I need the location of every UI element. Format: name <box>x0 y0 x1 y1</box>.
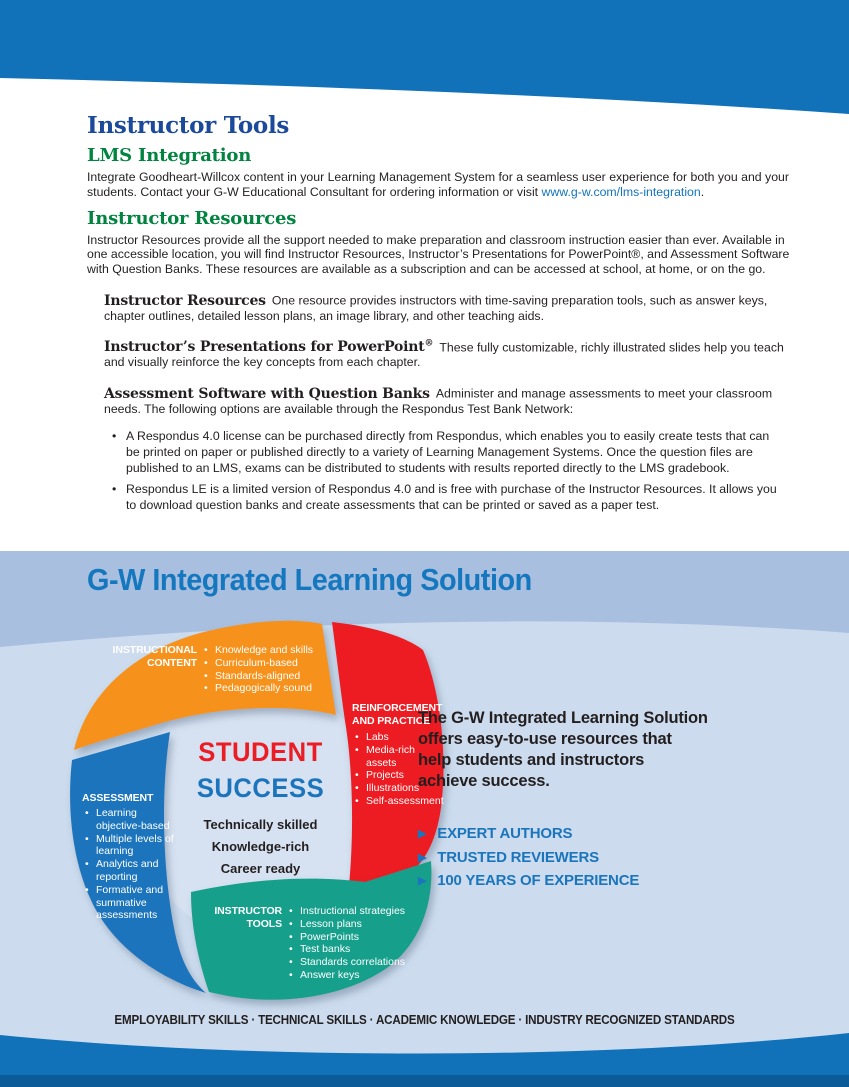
pitch-line: offers easy-to-use resources that <box>418 730 672 748</box>
runin-presentations <box>104 337 795 371</box>
quadrant-label-reinforcement: REINFORCEMENT AND PRACTICE <box>352 702 443 727</box>
runin-lead <box>104 339 433 355</box>
list-item: • A Respondus 4.0 license can be purchased directly from Respondus, which enables you to easily create tests that can be printed on paper or published directly to a variety of Learning Management Systems. Once the question files are published to an LMS, exams can be distributed to students with results reported directly to the LMS gradebook. <box>112 429 782 476</box>
lms-text-before: Integrate Goodheart-Willcox content in your Learning Management System for a seamless user experience for both you and your students. Contact your G-W Educational Consultant for ordering information or visit <box>87 170 789 199</box>
quadrant-item: • Pedagogically sound <box>204 682 354 695</box>
quadrant-item: • Knowledge and skills <box>204 644 354 657</box>
runin-instructor-resources <box>104 290 795 324</box>
quadrant-item: • Illustrations <box>355 782 447 795</box>
lms-integration-link[interactable]: www.g-w.com/lms-integration <box>541 184 701 199</box>
quadrant-item: • Instructional strategies <box>289 905 449 918</box>
success-line: SUCCESS <box>196 773 325 803</box>
quadrant-label-assessment: ASSESSMENT <box>82 792 154 804</box>
runin-text: One resource provides instructors with time-saving preparation tools, such as answer keys, chapter outlines, detailed lesson plans, an image library, and other teaching aids. <box>104 293 768 323</box>
student-success-block <box>188 734 333 880</box>
runin-lead <box>104 293 266 309</box>
page-title: Instructor Tools <box>87 112 290 139</box>
integrated-learning-solution-section <box>0 551 849 1087</box>
quadrant-item: • PowerPoints <box>289 931 449 944</box>
quadrant-item: • Projects <box>355 769 447 782</box>
quadrant-label-instructional-content: INSTRUCTIONAL CONTENT <box>112 644 197 669</box>
runin-lead-text: Assessment Software with Question Banks <box>104 385 430 402</box>
respondus-bullet-list <box>112 429 795 514</box>
traits <box>188 814 333 880</box>
skills-tagline: EMPLOYABILITY SKILLS · TECHNICAL SKILLS · ACADEMIC KNOWLEDGE · INDUSTRY RECOGNIZED STANDARDS <box>114 1013 735 1027</box>
point-100-years: ▶ 100 YEARS OF EXPERIENCE <box>418 870 639 894</box>
instructor-resources-heading: Instructor Resources <box>87 207 297 229</box>
quadrant-item: • Learning objective-based <box>85 807 177 833</box>
solution-points <box>418 823 639 894</box>
quadrant-item: • Analytics and reporting <box>85 858 177 884</box>
runin-assessment-software <box>104 383 795 417</box>
quadrant-item: • Labs <box>355 731 447 744</box>
quadrant-item: • Lesson plans <box>289 918 449 931</box>
arrow-bullet-icon: ▶ <box>418 828 427 840</box>
runin-lead-sup: ® <box>424 338 434 349</box>
runin-lead-text: Instructor Resources <box>104 292 266 309</box>
quadrant-item: • Media-rich assets <box>355 744 447 770</box>
pitch-line: The G-W Integrated Learning Solution <box>418 709 708 727</box>
lms-integration-heading: LMS Integration <box>87 145 252 166</box>
trait: Career ready <box>220 861 301 876</box>
quadrant-item: • Standards-aligned <box>204 670 354 683</box>
arrow-bullet-icon: ▶ <box>418 875 427 887</box>
pitch-line: help students and instructors <box>418 751 645 769</box>
footer-dark-strip <box>0 1075 849 1087</box>
quadrant-items-instructor-tools <box>289 905 449 982</box>
quadrant-item: • Multiple levels of learning <box>85 833 177 859</box>
quadrant-item: • Formative and summative assessments <box>85 884 177 922</box>
runin-lead-text: Instructor’s Presentations for PowerPoint <box>104 339 425 356</box>
learning-solution-diagram <box>60 618 470 1018</box>
quadrant-item: • Self-assessment <box>355 795 447 808</box>
solution-title: G-W Integrated Learning Solution <box>87 562 532 597</box>
quadrant-item: • Answer keys <box>289 969 449 982</box>
point-trusted-reviewers: ▶ TRUSTED REVIEWERS <box>418 847 639 871</box>
quadrant-items-instructional-content <box>204 644 354 695</box>
runin-text: These fully customizable, richly illustrated slides help you teach and visually reinforce the key concepts from each chapter. <box>104 340 784 370</box>
quadrant-item: • Curriculum-based <box>204 657 354 670</box>
runin-text: Administer and manage assessments to meet your classroom needs. The following options are available through the Respondus Test Bank Network: <box>104 386 773 416</box>
lms-text-after: . <box>700 184 705 199</box>
trait: Technically skilled <box>203 817 318 832</box>
arrow-bullet-icon: ▶ <box>418 851 427 864</box>
header-band <box>0 0 849 125</box>
quadrant-items-assessment <box>85 807 177 922</box>
quadrant-item: • Test banks <box>289 943 449 956</box>
solution-pitch <box>418 708 758 792</box>
instructor-resources-paragraph: Instructor Resources provide all the support needed to make preparation and classroom instruction easier than ever. Available in one accessible location, you will find Instructor Resources, Instructor’s Presentations for PowerPoint®, and Assessment Software with Question Banks. These resources are available as a subscription and can be accessed at school, at home, or on the go. <box>87 232 790 277</box>
runin-lead <box>104 386 430 402</box>
student-line: STUDENT <box>198 737 323 767</box>
instructor-tools-section <box>87 112 795 520</box>
header-curve-shape <box>0 0 849 114</box>
list-item: • Respondus LE is a limited version of Respondus 4.0 and is free with purchase of the Instructor Resources. It allows you to download question banks and create assessments that can be printed or saved as a paper test. <box>112 482 782 514</box>
point-expert-authors: ▶ EXPERT AUTHORS <box>418 823 639 847</box>
quadrant-label-instructor-tools: INSTRUCTOR TOOLS <box>214 905 282 930</box>
quadrant-item: • Standards correlations <box>289 956 449 969</box>
trait: Knowledge-rich <box>211 839 310 854</box>
lms-integration-paragraph <box>87 170 795 200</box>
pitch-line: achieve success. <box>418 772 550 790</box>
